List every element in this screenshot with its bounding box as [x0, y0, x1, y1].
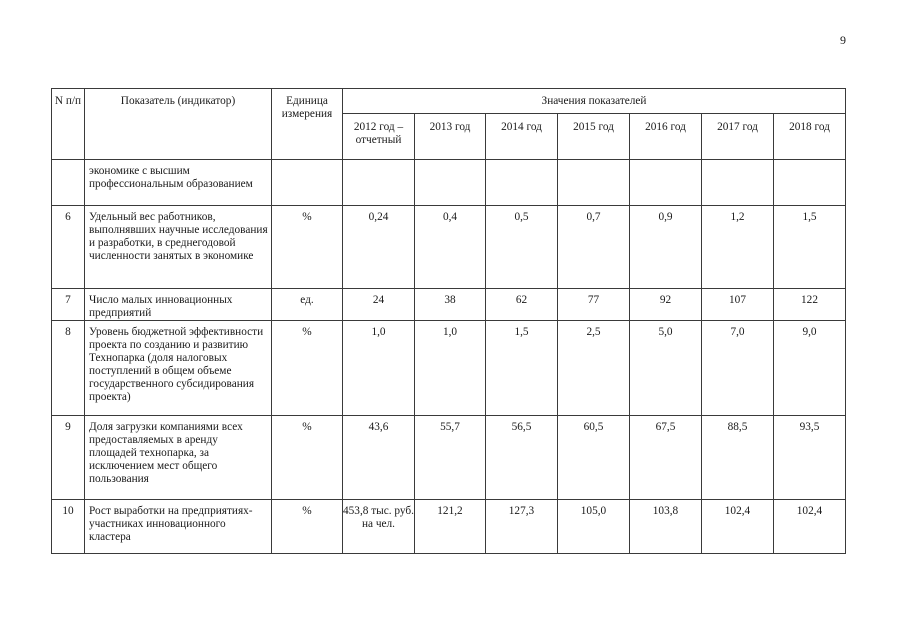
- value-cell: 0,5: [486, 206, 558, 289]
- header-unit: Единица измерения: [272, 89, 343, 160]
- value-cell: 7,0: [702, 321, 774, 416]
- value-cell: 60,5: [558, 416, 630, 500]
- value-cell: 62: [486, 289, 558, 321]
- value-cell: 56,5: [486, 416, 558, 500]
- value-cell: 102,4: [702, 500, 774, 554]
- value-cell: [415, 160, 486, 206]
- value-cell: 43,6: [343, 416, 415, 500]
- value-cell: 5,0: [630, 321, 702, 416]
- header-year: 2013 год: [415, 114, 486, 160]
- value-cell: 88,5: [702, 416, 774, 500]
- indicator-name: Удельный вес работников, выполнявших научные исследования и разработки, в среднегодовой численности занятых в экономике: [85, 206, 272, 289]
- table-row: [52, 206, 846, 289]
- indicators-table: [51, 88, 846, 554]
- value-cell: 0,24: [343, 206, 415, 289]
- value-cell: 121,2: [415, 500, 486, 554]
- unit-cell: %: [272, 321, 343, 416]
- table-row: [52, 289, 846, 321]
- value-cell: 127,3: [486, 500, 558, 554]
- value-cell: 1,2: [702, 206, 774, 289]
- row-number: 6: [52, 206, 85, 289]
- value-cell: 107: [702, 289, 774, 321]
- value-cell: 103,8: [630, 500, 702, 554]
- value-cell: 1,0: [343, 321, 415, 416]
- value-cell: [630, 160, 702, 206]
- value-cell: [486, 160, 558, 206]
- value-cell: 93,5: [774, 416, 846, 500]
- value-cell: 67,5: [630, 416, 702, 500]
- indicator-name: Рост выработки на предприятиях-участниках инновационного кластера: [85, 500, 272, 554]
- value-cell: 1,5: [486, 321, 558, 416]
- value-cell: 0,4: [415, 206, 486, 289]
- table-row: [52, 416, 846, 500]
- indicator-name: экономике с высшим профессиональным образованием: [85, 160, 272, 206]
- header-year: 2014 год: [486, 114, 558, 160]
- row-number: [52, 160, 85, 206]
- page-number: 9: [840, 33, 846, 47]
- row-number: 8: [52, 321, 85, 416]
- unit-cell: %: [272, 206, 343, 289]
- header-year: 2017 год: [702, 114, 774, 160]
- unit-cell: ед.: [272, 289, 343, 321]
- header-year: 2016 год: [630, 114, 702, 160]
- value-cell: 92: [630, 289, 702, 321]
- unit-cell: %: [272, 500, 343, 554]
- table-row: [52, 500, 846, 554]
- header-year: 2012 год – отчетный: [343, 114, 415, 160]
- unit-cell: [272, 160, 343, 206]
- header-num: N п/п: [52, 89, 85, 160]
- value-cell: 77: [558, 289, 630, 321]
- value-cell: 102,4: [774, 500, 846, 554]
- value-cell: 105,0: [558, 500, 630, 554]
- value-cell: 122: [774, 289, 846, 321]
- value-cell: [774, 160, 846, 206]
- header-year: 2015 год: [558, 114, 630, 160]
- value-cell: 9,0: [774, 321, 846, 416]
- value-cell: [558, 160, 630, 206]
- value-cell: 55,7: [415, 416, 486, 500]
- row-number: 9: [52, 416, 85, 500]
- indicator-name: Уровень бюджетной эффективности проекта по созданию и развитию Технопарка (доля налоговых поступлений в общем объеме государственного субсидирования проекта): [85, 321, 272, 416]
- indicator-name: Число малых инновационных предприятий: [85, 289, 272, 321]
- header-indicator: Показатель (индикатор): [85, 89, 272, 160]
- value-cell: 453,8 тыс. руб. на чел.: [343, 500, 415, 554]
- value-cell: 38: [415, 289, 486, 321]
- indicator-name: Доля загрузки компаниями всех предоставляемых в аренду площадей технопарка, за исключением мест общего пользования: [85, 416, 272, 500]
- table-row: [52, 321, 846, 416]
- value-cell: 1,5: [774, 206, 846, 289]
- value-cell: 0,7: [558, 206, 630, 289]
- value-cell: [702, 160, 774, 206]
- header-year: 2018 год: [774, 114, 846, 160]
- row-number: 10: [52, 500, 85, 554]
- value-cell: 2,5: [558, 321, 630, 416]
- value-cell: 0,9: [630, 206, 702, 289]
- unit-cell: %: [272, 416, 343, 500]
- value-cell: 1,0: [415, 321, 486, 416]
- header-values: Значения показателей: [343, 89, 846, 114]
- value-cell: [343, 160, 415, 206]
- value-cell: 24: [343, 289, 415, 321]
- row-number: 7: [52, 289, 85, 321]
- table-row: [52, 160, 846, 206]
